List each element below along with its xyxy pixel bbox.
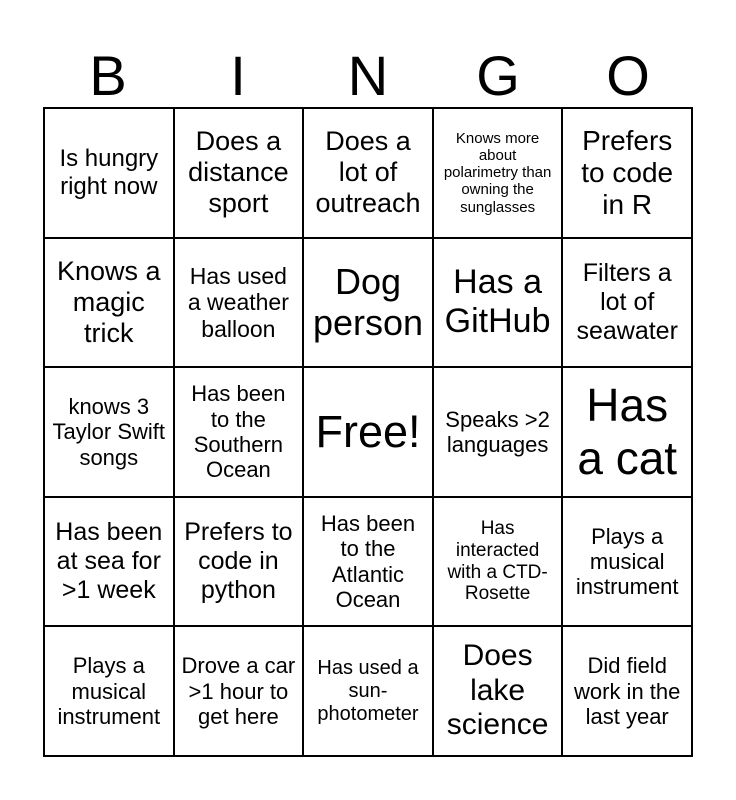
bingo-cell-text: Plays a musical instrument <box>57 653 161 729</box>
header-letter-n: N <box>347 44 389 107</box>
bingo-cell-text: Knows more about polarimetry than owning the sunglasses <box>443 129 552 216</box>
bingo-cell[interactable] <box>433 626 563 756</box>
bingo-cell[interactable] <box>303 108 433 238</box>
bingo-cell-text: Drove a car >1 hour to get here <box>181 653 296 729</box>
bingo-cell-text: Did field work in the last year <box>574 653 681 729</box>
bingo-cell[interactable] <box>174 238 304 368</box>
bingo-cell-text: Has been to the Atlantic Ocean <box>320 511 416 612</box>
bingo-cell[interactable] <box>44 108 174 238</box>
bingo-cell-text: Is hungry right now <box>59 145 159 200</box>
bingo-cell-text: Has used a sun-photometer <box>317 656 419 725</box>
bingo-cell[interactable] <box>303 497 433 627</box>
bingo-cell-text: Does a lot of outreach <box>315 126 421 219</box>
bingo-cell[interactable] <box>174 497 304 627</box>
bingo-cell-text: Has a GitHub <box>444 263 551 341</box>
bingo-cell[interactable] <box>174 626 304 756</box>
bingo-cell-text: Has interacted with a CTD-Rosette <box>447 517 548 605</box>
bingo-cell-text: Does a distance sport <box>188 126 289 219</box>
bingo-cell[interactable] <box>303 238 433 368</box>
bingo-cell[interactable] <box>433 497 563 627</box>
bingo-cell-text: knows 3 Taylor Swift songs <box>52 394 166 470</box>
bingo-cell-text: Prefers to code in R <box>581 124 674 220</box>
header-letter-b: B <box>89 44 127 107</box>
bingo-cell[interactable] <box>562 238 692 368</box>
bingo-header <box>43 44 693 108</box>
header-letter-i: I <box>230 44 246 107</box>
bingo-cell[interactable] <box>562 497 692 627</box>
bingo-cell[interactable] <box>562 108 692 238</box>
bingo-cell-text: Dog person <box>312 261 424 344</box>
bingo-cell[interactable] <box>44 497 174 627</box>
bingo-cell-text: Does lake science <box>446 639 549 742</box>
bingo-cell-text: Filters a lot of seawater <box>576 259 678 345</box>
bingo-cell-text: Has been to the Southern Ocean <box>191 381 286 483</box>
bingo-cell-text: Has a cat <box>577 379 678 484</box>
bingo-cell[interactable] <box>303 367 433 497</box>
bingo-cell[interactable] <box>562 367 692 497</box>
bingo-cell-text: Prefers to code in python <box>184 518 293 604</box>
bingo-cell[interactable] <box>44 238 174 368</box>
header-letter-o: O <box>606 44 650 107</box>
bingo-cell[interactable] <box>303 626 433 756</box>
bingo-cell[interactable] <box>174 367 304 497</box>
bingo-cell[interactable] <box>44 626 174 756</box>
bingo-cell-text: Has been at sea for >1 week <box>55 518 163 604</box>
bingo-cell[interactable] <box>433 367 563 497</box>
bingo-cell[interactable] <box>433 108 563 238</box>
bingo-card-grid <box>43 107 693 757</box>
bingo-cell[interactable] <box>562 626 692 756</box>
bingo-cell-text: Knows a magic trick <box>57 255 161 348</box>
bingo-cell-text: Speaks >2 languages <box>445 406 550 457</box>
bingo-cell[interactable] <box>174 108 304 238</box>
bingo-cell-text: Has used a weather balloon <box>187 262 289 342</box>
bingo-cell[interactable] <box>44 367 174 497</box>
bingo-cell-text: Free! <box>315 406 421 458</box>
bingo-cell[interactable] <box>433 238 563 368</box>
header-letter-g: G <box>476 44 520 107</box>
bingo-cell-text: Plays a musical instrument <box>575 523 679 600</box>
